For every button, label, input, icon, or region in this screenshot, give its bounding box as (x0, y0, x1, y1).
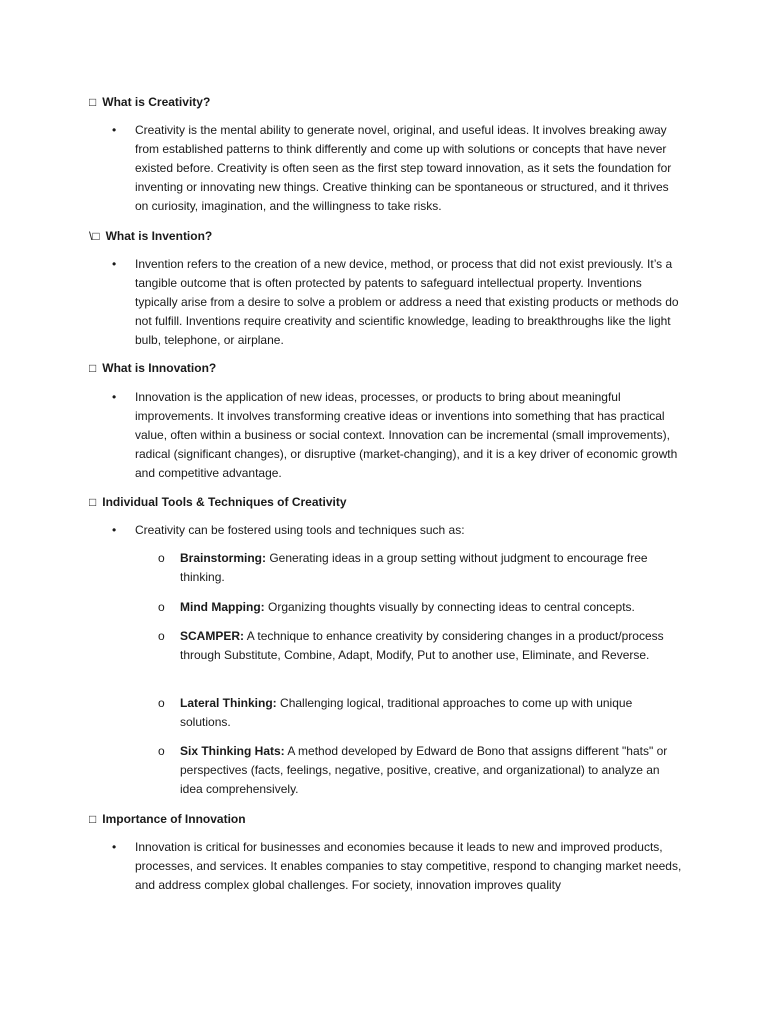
sub-bullet-icon: o (158, 600, 165, 614)
heading-invention-text: What is Invention? (105, 229, 213, 243)
bullet-icon: • (112, 123, 117, 137)
bullet-tools-text: Creativity can be fostered using tools and techniques such as: (135, 523, 465, 537)
desc: Organizing thoughts visually by connecting ideas to central concepts. (264, 600, 635, 614)
bullet-icon: • (112, 257, 117, 271)
sub-bullet-icon: o (158, 551, 165, 565)
sub-item-mind-mapping (158, 598, 678, 617)
heading-creativity-text: What is Creativity? (102, 95, 211, 109)
bullet-creativity-text: Creativity is the mental ability to generate novel, original, and useful ideas. It involves breaking away from established patterns to think differently and come up with solutions or concepts that have never existed before. Creativity is often seen as the first step toward innovation, as it sets the foundation for inventing or innovating new things. Creative thinking can be spontaneous or structured, and it thrives on curiosity, imagination, and the willingness to take risks. (135, 123, 672, 213)
bullet-innovation-text: Innovation is the application of new ideas, processes, or products to bring about meaningful improvements. It involves transforming creative ideas or inventions into something that has practical value, often within a business or social context. Innovation can be incremental (small improvements), radical (significant changes), or disruptive (market-changing), and it is a key driver of economic growth and competitive advantage. (135, 390, 678, 480)
heading-tools (89, 494, 347, 510)
desc: A technique to enhance creativity by considering changes in a product/process through Substitute, Combine, Adapt, Modify, Put to another use, Eliminate, and Reverse. (180, 629, 664, 662)
bullet-tools (112, 521, 682, 540)
heading-innovation-text: What is Innovation? (102, 361, 217, 375)
term: Lateral Thinking: (180, 696, 277, 710)
heading-importance-text: Importance of Innovation (102, 812, 246, 826)
heading-innovation (89, 360, 216, 376)
sub-item-brainstorming (158, 549, 678, 587)
desc: Generating ideas in a group setting without judgment to encourage free thinking. (180, 551, 648, 584)
desc: A method developed by Edward de Bono that assigns different "hats" or perspectives (facts, feelings, negative, positive, creative, and organizational) to analyze an idea comprehensively. (180, 744, 668, 796)
box-icon: □ (89, 361, 97, 375)
box-icon: □ (89, 812, 97, 826)
sub-item-scamper (158, 627, 678, 665)
term: Mind Mapping: (180, 600, 265, 614)
heading-importance (89, 811, 246, 827)
desc: Challenging logical, traditional approaches to come up with unique solutions. (180, 696, 633, 729)
heading-invention (89, 228, 212, 244)
bullet-icon: • (112, 523, 117, 537)
bullet-icon: • (112, 390, 117, 404)
sub-bullet-icon: o (158, 696, 165, 710)
bullet-creativity (112, 121, 682, 216)
box-icon: □ (89, 495, 97, 509)
term: SCAMPER: (180, 629, 245, 643)
term: Six Thinking Hats: (180, 744, 285, 758)
bullet-invention-text: Invention refers to the creation of a new device, method, or process that did not exist previously. It’s a tangible outcome that is often protected by patents to safeguard intellectual property. Inventions typically arise from a desire to solve a problem or address a need that existing products or methods do not fulfill. Inventions require creativity and scientific knowledge, leading to breakthroughs like the light bulb, telephone, or airplane. (135, 257, 679, 347)
bullet-invention (112, 255, 682, 350)
box-icon: \□ (89, 229, 100, 243)
heading-creativity (89, 94, 210, 110)
heading-tools-text: Individual Tools & Techniques of Creativity (102, 495, 347, 509)
sub-bullet-icon: o (158, 744, 165, 758)
bullet-icon: • (112, 840, 117, 854)
bullet-importance (112, 838, 682, 895)
term: Brainstorming: (180, 551, 267, 565)
box-icon: □ (89, 95, 97, 109)
sub-item-six-thinking-hats (158, 742, 678, 799)
sub-bullet-icon: o (158, 629, 165, 643)
sub-item-lateral-thinking (158, 694, 678, 732)
bullet-innovation (112, 388, 682, 483)
bullet-importance-text: Innovation is critical for businesses and economies because it leads to new and improved products, processes, and services. It enables companies to stay competitive, respond to changing market needs, and address complex global challenges. For society, innovation improves quality (135, 840, 682, 892)
